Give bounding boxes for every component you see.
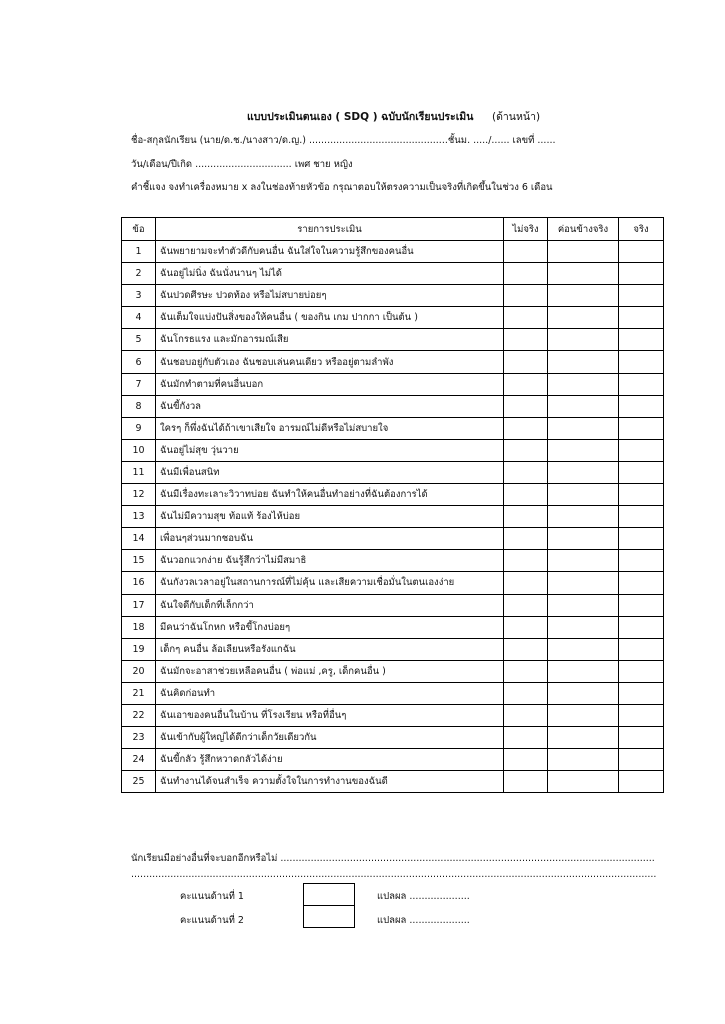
table-row <box>122 241 664 263</box>
answer-true-cell[interactable] <box>619 771 664 793</box>
answer-somewhat-true-cell[interactable] <box>548 285 619 307</box>
item-number: 22 <box>122 704 156 726</box>
item-text: ฉันพยายามจะทำตัวดีกับคนอื่น ฉันใส่ใจในความรู้สึกของคนอื่น <box>156 241 504 263</box>
item-text: ฉันปวดศีรษะ ปวดท้อง หรือไม่สบายบ่อยๆ <box>156 285 504 307</box>
item-text: ฉันทำงานได้จนสำเร็จ ความตั้งใจในการทำงานของฉันดี <box>156 771 504 793</box>
answer-somewhat-true-cell[interactable] <box>548 241 619 263</box>
item-text: ใครๆ ก็พึ่งฉันได้ถ้าเขาเสียใจ อารมณ์ไม่ดีหรือไม่สบายใจ <box>156 417 504 439</box>
answer-true-cell[interactable] <box>619 417 664 439</box>
answer-true-cell[interactable] <box>619 594 664 616</box>
item-number: 14 <box>122 528 156 550</box>
item-number: 3 <box>122 285 156 307</box>
item-number: 6 <box>122 351 156 373</box>
answer-somewhat-true-cell[interactable] <box>548 616 619 638</box>
score2-box[interactable] <box>303 905 355 928</box>
answer-true-cell[interactable] <box>619 749 664 771</box>
answer-true-cell[interactable] <box>619 395 664 417</box>
item-number: 18 <box>122 616 156 638</box>
answer-not-true-cell[interactable] <box>504 263 548 285</box>
col-header-true: จริง <box>619 218 664 241</box>
answer-somewhat-true-cell[interactable] <box>548 660 619 682</box>
answer-not-true-cell[interactable] <box>504 616 548 638</box>
item-number: 19 <box>122 638 156 660</box>
item-number: 24 <box>122 749 156 771</box>
answer-not-true-cell[interactable] <box>504 307 548 329</box>
answer-true-cell[interactable] <box>619 373 664 395</box>
answer-not-true-cell[interactable] <box>504 594 548 616</box>
item-text: ฉันเอาของคนอื่นในบ้าน ที่โรงเรียน หรือที่อื่นๆ <box>156 704 504 726</box>
answer-true-cell[interactable] <box>619 461 664 483</box>
answer-somewhat-true-cell[interactable] <box>548 550 619 572</box>
answer-not-true-cell[interactable] <box>504 572 548 594</box>
other-comments-prompt: นักเรียนมีอย่างอื่นที่จะบอกอีกหรือไม่ ............................................................................................................................ <box>131 853 655 864</box>
answer-not-true-cell[interactable] <box>504 771 548 793</box>
item-text: มีคนว่าฉันโกหก หรือขี้โกงบ่อยๆ <box>156 616 504 638</box>
answer-somewhat-true-cell[interactable] <box>548 461 619 483</box>
item-text: ฉันกังวลเวลาอยู่ในสถานการณ์ที่ไม่คุ้น และเสียความเชื่อมั่นในตนเองง่าย <box>156 572 504 594</box>
table-row <box>122 771 664 793</box>
comments-dotted-line: .............................................................................................................................................................................. <box>131 869 657 880</box>
answer-not-true-cell[interactable] <box>504 241 548 263</box>
answer-somewhat-true-cell[interactable] <box>548 771 619 793</box>
item-text: ฉันชอบอยู่กับตัวเอง ฉันชอบเล่นคนเดียว หรืออยู่ตามลำพัง <box>156 351 504 373</box>
table-row <box>122 506 664 528</box>
item-number: 4 <box>122 307 156 329</box>
table-row <box>122 439 664 461</box>
answer-somewhat-true-cell[interactable] <box>548 395 619 417</box>
table-row <box>122 528 664 550</box>
table-row <box>122 594 664 616</box>
table-row <box>122 417 664 439</box>
col-header-item: รายการประเมิน <box>156 218 504 241</box>
answer-not-true-cell[interactable] <box>504 395 548 417</box>
answer-not-true-cell[interactable] <box>504 727 548 749</box>
table-row <box>122 263 664 285</box>
answer-true-cell[interactable] <box>619 638 664 660</box>
answer-somewhat-true-cell[interactable] <box>548 373 619 395</box>
item-text: เพื่อนๆส่วนมากชอบฉัน <box>156 528 504 550</box>
item-text: ฉันมีเพื่อนสนิท <box>156 461 504 483</box>
answer-not-true-cell[interactable] <box>504 417 548 439</box>
item-text: ฉันใจดีกับเด็กที่เล็กกว่า <box>156 594 504 616</box>
interp1-label: แปลผล .................... <box>377 891 470 902</box>
answer-not-true-cell[interactable] <box>504 329 548 351</box>
answer-not-true-cell[interactable] <box>504 461 548 483</box>
item-number: 1 <box>122 241 156 263</box>
col-header-not-true: ไม่จริง <box>504 218 548 241</box>
table-row <box>122 749 664 771</box>
answer-true-cell[interactable] <box>619 660 664 682</box>
item-number: 2 <box>122 263 156 285</box>
table-row <box>122 638 664 660</box>
item-number: 25 <box>122 771 156 793</box>
answer-not-true-cell[interactable] <box>504 749 548 771</box>
item-number: 23 <box>122 727 156 749</box>
item-text: ฉันโกรธแรง และมักอารมณ์เสีย <box>156 329 504 351</box>
answer-not-true-cell[interactable] <box>504 484 548 506</box>
col-header-somewhat-true: ค่อนข้างจริง <box>548 218 619 241</box>
item-text: ฉันขี้กังวล <box>156 395 504 417</box>
answer-somewhat-true-cell[interactable] <box>548 682 619 704</box>
item-text: ฉันอยู่ไม่สุข วุ่นวาย <box>156 439 504 461</box>
table-row <box>122 572 664 594</box>
score2-label: คะแนนด้านที่ 2 <box>180 915 244 926</box>
assessment-table <box>121 217 664 793</box>
table-row <box>122 351 664 373</box>
item-text: ฉันมักจะอาสาช่วยเหลือคนอื่น ( พ่อแม่ ,ครู, เด็กคนอื่น ) <box>156 660 504 682</box>
answer-true-cell[interactable] <box>619 528 664 550</box>
instruction-line: คำชี้แจง จงทำเครื่องหมาย x ลงในช่องท้ายหัวข้อ กรุณาตอบให้ตรงความเป็นจริงที่เกิดขึ้นในช่วง 6 เดือน <box>131 182 553 193</box>
answer-not-true-cell[interactable] <box>504 660 548 682</box>
answer-true-cell[interactable] <box>619 307 664 329</box>
answer-true-cell[interactable] <box>619 329 664 351</box>
answer-not-true-cell[interactable] <box>504 528 548 550</box>
table-row <box>122 660 664 682</box>
answer-not-true-cell[interactable] <box>504 704 548 726</box>
table-row <box>122 704 664 726</box>
table-row <box>122 461 664 483</box>
answer-true-cell[interactable] <box>619 727 664 749</box>
item-number: 9 <box>122 417 156 439</box>
answer-not-true-cell[interactable] <box>504 550 548 572</box>
item-text: ฉันวอกแวกง่าย ฉันรู้สึกว่าไม่มีสมาธิ <box>156 550 504 572</box>
item-number: 16 <box>122 572 156 594</box>
item-text: ฉันมีเรื่องทะเลาะวิวาทบ่อย ฉันทำให้คนอื่นทำอย่างที่ฉันต้องการได้ <box>156 484 504 506</box>
answer-somewhat-true-cell[interactable] <box>548 307 619 329</box>
table-row <box>122 373 664 395</box>
item-number: 5 <box>122 329 156 351</box>
item-text: ฉันไม่มีความสุข ท้อแท้ ร้องไห้บ่อย <box>156 506 504 528</box>
answer-true-cell[interactable] <box>619 506 664 528</box>
item-text: ฉันคิดก่อนทำ <box>156 682 504 704</box>
item-number: 20 <box>122 660 156 682</box>
table-header-row <box>122 218 664 241</box>
answer-somewhat-true-cell[interactable] <box>548 329 619 351</box>
answer-not-true-cell[interactable] <box>504 506 548 528</box>
table-row <box>122 285 664 307</box>
answer-somewhat-true-cell[interactable] <box>548 704 619 726</box>
item-number: 12 <box>122 484 156 506</box>
answer-somewhat-true-cell[interactable] <box>548 572 619 594</box>
answer-true-cell[interactable] <box>619 351 664 373</box>
table-row <box>122 616 664 638</box>
item-text: ฉันมักทำตามที่คนอื่นบอก <box>156 373 504 395</box>
answer-not-true-cell[interactable] <box>504 682 548 704</box>
item-text: ฉันอยู่ไม่นิ่ง ฉันนั่งนานๆ ไม่ได้ <box>156 263 504 285</box>
item-text: เด็กๆ คนอื่น ล้อเลียนหรือรังแกฉัน <box>156 638 504 660</box>
col-header-no: ข้อ <box>122 218 156 241</box>
answer-not-true-cell[interactable] <box>504 373 548 395</box>
item-number: 8 <box>122 395 156 417</box>
answer-true-cell[interactable] <box>619 285 664 307</box>
score1-label: คะแนนด้านที่ 1 <box>180 891 244 902</box>
answer-somewhat-true-cell[interactable] <box>548 727 619 749</box>
table-row <box>122 550 664 572</box>
answer-somewhat-true-cell[interactable] <box>548 263 619 285</box>
form-side-label: (ด้านหน้า) <box>492 111 541 123</box>
student-info-line: ชื่อ-สกุลนักเรียน (นาย/ด.ช./นางสาว/ด.ญ.) ..............................................ชั้นม. ...../...... เลขที่ ...... <box>131 135 556 146</box>
answer-not-true-cell[interactable] <box>504 638 548 660</box>
item-number: 21 <box>122 682 156 704</box>
item-number: 15 <box>122 550 156 572</box>
form-title: แบบประเมินตนเอง ( SDQ ) ฉบับนักเรียนประเมิน <box>247 111 474 123</box>
answer-somewhat-true-cell[interactable] <box>548 528 619 550</box>
table-row <box>122 395 664 417</box>
answer-true-cell[interactable] <box>619 572 664 594</box>
answer-true-cell[interactable] <box>619 439 664 461</box>
birth-gender-line: วัน/เดือน/ปีเกิด ................................ เพศ ชาย หญิง <box>131 159 353 170</box>
score1-box[interactable] <box>303 883 355 906</box>
answer-somewhat-true-cell[interactable] <box>548 439 619 461</box>
answer-true-cell[interactable] <box>619 484 664 506</box>
item-number: 7 <box>122 373 156 395</box>
answer-not-true-cell[interactable] <box>504 439 548 461</box>
item-number: 11 <box>122 461 156 483</box>
answer-somewhat-true-cell[interactable] <box>548 417 619 439</box>
item-number: 10 <box>122 439 156 461</box>
answer-somewhat-true-cell[interactable] <box>548 506 619 528</box>
answer-true-cell[interactable] <box>619 704 664 726</box>
item-number: 17 <box>122 594 156 616</box>
table-row <box>122 329 664 351</box>
answer-somewhat-true-cell[interactable] <box>548 749 619 771</box>
answer-somewhat-true-cell[interactable] <box>548 351 619 373</box>
table-row <box>122 727 664 749</box>
item-number: 13 <box>122 506 156 528</box>
answer-true-cell[interactable] <box>619 682 664 704</box>
table-row <box>122 307 664 329</box>
answer-true-cell[interactable] <box>619 263 664 285</box>
table-row <box>122 484 664 506</box>
table-row <box>122 682 664 704</box>
answer-somewhat-true-cell[interactable] <box>548 638 619 660</box>
answer-somewhat-true-cell[interactable] <box>548 594 619 616</box>
answer-not-true-cell[interactable] <box>504 351 548 373</box>
item-text: ฉันเต็มใจแบ่งปันสิ่งของให้คนอื่น ( ของกิน เกม ปากกา เป็นต้น ) <box>156 307 504 329</box>
answer-true-cell[interactable] <box>619 241 664 263</box>
item-text: ฉันขี้กลัว รู้สึกหวาดกลัวได้ง่าย <box>156 749 504 771</box>
answer-true-cell[interactable] <box>619 616 664 638</box>
interp2-label: แปลผล .................... <box>377 915 470 926</box>
answer-true-cell[interactable] <box>619 550 664 572</box>
answer-not-true-cell[interactable] <box>504 285 548 307</box>
answer-somewhat-true-cell[interactable] <box>548 484 619 506</box>
item-text: ฉันเข้ากับผู้ใหญ่ได้ดีกว่าเด็กวัยเดียวกัน <box>156 727 504 749</box>
